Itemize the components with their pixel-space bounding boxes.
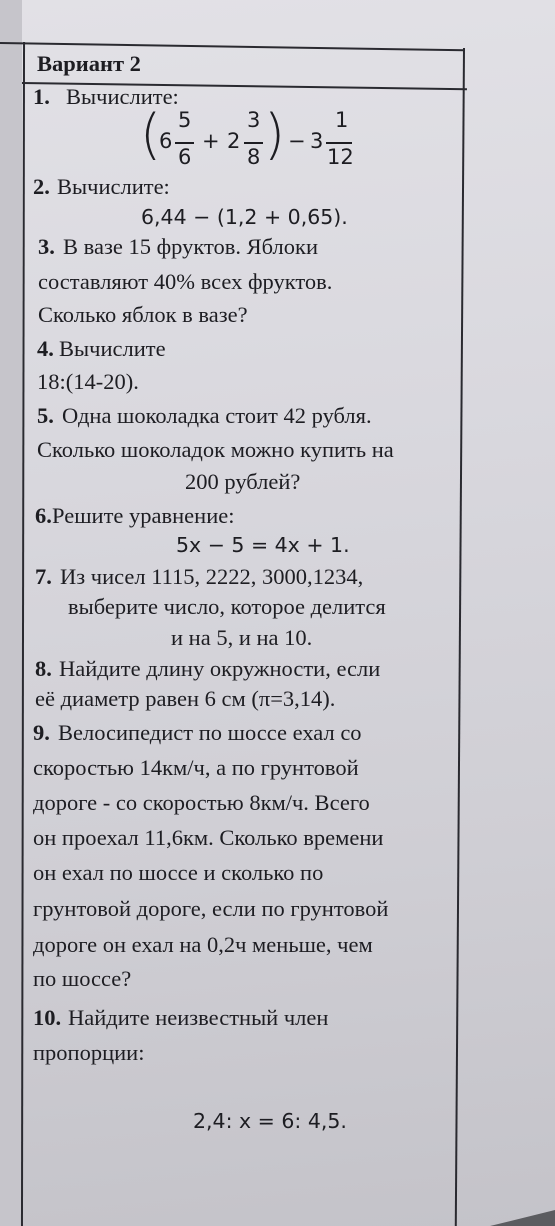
task-3-line-1: В вазе 15 фруктов. Яблоки [63, 234, 318, 259]
task-7-line-2: выберите число, которое делится [68, 594, 386, 619]
task-9-number: 9. [33, 720, 50, 745]
mixed-a-numerator: 5 [178, 108, 192, 132]
mixed-a-denominator: 6 [178, 145, 192, 169]
task-2-number: 2. [33, 174, 50, 199]
mixed-a-bar [175, 142, 194, 144]
mixed-b-bar [244, 142, 263, 144]
task-10-proportion: 2,4: x = 6: 4,5. [193, 1109, 347, 1133]
variant-title: Вариант 2 [37, 51, 141, 76]
task-7-number: 7. [35, 564, 52, 589]
mixed-b-whole: 2 [227, 129, 241, 153]
task-8-line-1: Найдите длину окружности, если [59, 656, 381, 681]
mixed-c-bar [326, 142, 352, 144]
task-5-line-3: 200 рублей? [185, 469, 301, 494]
mixed-c-denominator: 12 [327, 145, 354, 169]
task-10-line-1: Найдите неизвестный член [68, 1005, 329, 1030]
task-3-number: 3. [38, 234, 55, 259]
task-9-line-4: он проехал 11,6км. Сколько времени [33, 825, 384, 850]
task-9-line-8: по шоссе? [33, 966, 132, 991]
task-9-line-6: грунтовой дороге, если по грунтовой [33, 896, 389, 921]
task-6-text: Решите уравнение: [52, 503, 235, 528]
task-9-line-3: дороге - со скоростью 8км/ч. Всего [33, 790, 370, 815]
task-10-number: 10. [33, 1005, 62, 1030]
task-9-line-1: Велосипедист по шоссе ехал со [58, 720, 362, 745]
task-6-equation: 5x − 5 = 4x + 1. [176, 533, 350, 557]
mixed-a-whole: 6 [159, 129, 173, 153]
task-9-line-7: дороге он ехал на 0,2ч меньше, чем [33, 932, 373, 957]
task-8-line-2: её диаметр равен 6 см (π=3,14). [35, 686, 336, 711]
task-3-line-3: Сколько яблок в вазе? [38, 302, 248, 327]
mixed-b-denominator: 8 [247, 145, 261, 169]
task-4-text: Вычислите [59, 336, 166, 361]
task-2-expression: 6,44 − (1,2 + 0,65). [141, 205, 348, 229]
task-9-line-2: скоростью 14км/ч, а по грунтовой [33, 755, 359, 780]
task-8-number: 8. [35, 656, 52, 681]
task-5-line-1: Одна шоколадка стоит 42 рубля. [62, 403, 372, 428]
task-9-line-5: он ехал по шоссе и сколько по [33, 860, 324, 885]
minus-sign: − [288, 129, 306, 153]
left-column [0, 0, 22, 1226]
task-10-line-2: пропорции: [33, 1040, 145, 1065]
task-6-number: 6. [35, 503, 52, 528]
task-1-number: 1. [33, 84, 50, 109]
task-3-line-2: составляют 40% всех фруктов. [38, 269, 333, 294]
task-7-line-1: Из чисел 1115, 2222, 3000,1234, [60, 564, 364, 589]
plus-sign: + [202, 129, 220, 153]
task-4-number: 4. [37, 336, 54, 361]
task-7-line-3: и на 5, и на 10. [171, 625, 313, 650]
mixed-c-numerator: 1 [335, 108, 349, 132]
mixed-b-numerator: 3 [247, 108, 261, 132]
task-1-text: Вычислите: [66, 84, 179, 109]
task-2-text: Вычислите: [57, 174, 170, 199]
mixed-c-whole: 3 [310, 129, 324, 153]
task-5-line-2: Сколько шоколадок можно купить на [37, 437, 394, 462]
task-5-number: 5. [37, 403, 54, 428]
task-4-expression: 18:(14-20). [37, 369, 139, 394]
